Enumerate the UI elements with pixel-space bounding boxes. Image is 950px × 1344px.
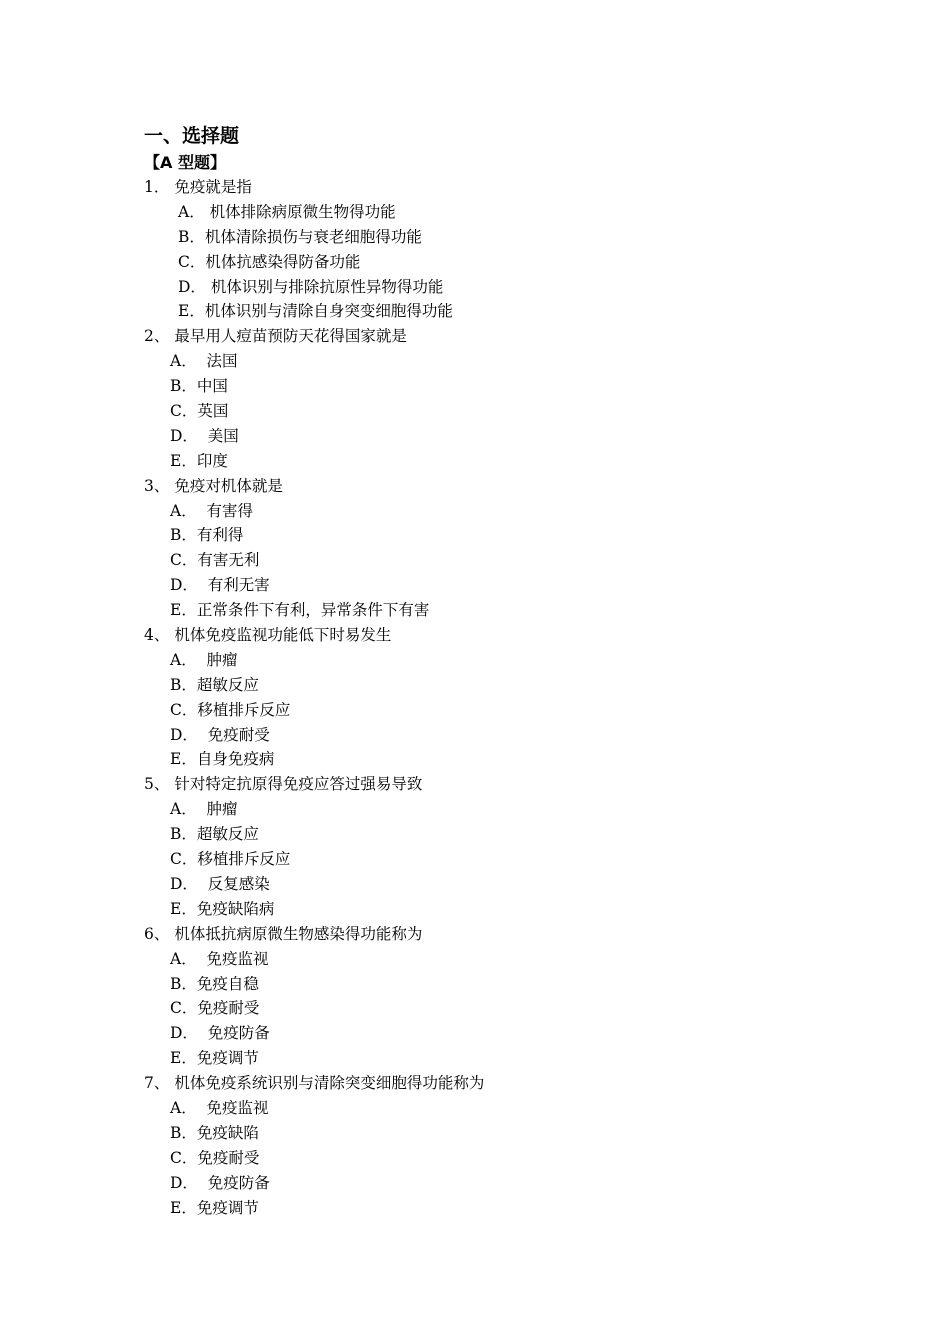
question-6 bbox=[144, 922, 844, 1071]
answer-option: B．有利得 bbox=[170, 526, 244, 545]
question-stem bbox=[144, 474, 844, 499]
answer-option: E．免疫缺陷病 bbox=[170, 899, 275, 918]
answer-option: B．免疫缺陷 bbox=[170, 1123, 259, 1142]
question-number: 3、 bbox=[144, 476, 170, 495]
answer-option: D． 有利无害 bbox=[170, 576, 270, 595]
answer-option: B．免疫自稳 bbox=[170, 974, 259, 993]
question-text: 针对特定抗原得免疫应答过强易导致 bbox=[174, 775, 423, 794]
answer-option: C．移植排斥反应 bbox=[170, 850, 291, 869]
answer-option: A． 肿瘤 bbox=[170, 800, 238, 819]
question-text: 最早用人痘苗预防天花得国家就是 bbox=[174, 327, 407, 346]
question-stem bbox=[144, 175, 844, 200]
question-number: 2、 bbox=[144, 327, 170, 346]
answer-option: A． 有害得 bbox=[170, 501, 254, 520]
answer-option: C．移植排斥反应 bbox=[170, 700, 291, 719]
answer-option: E．免疫调节 bbox=[170, 1049, 259, 1068]
question-1 bbox=[144, 175, 844, 324]
answer-option: C．有害无利 bbox=[170, 551, 260, 570]
question-number: 5、 bbox=[144, 775, 170, 794]
answer-option: C．免疫耐受 bbox=[170, 999, 260, 1018]
question-3 bbox=[144, 474, 844, 623]
answer-option: D． 机体识别与排除抗原性异物得功能 bbox=[178, 277, 444, 296]
question-stem bbox=[144, 623, 844, 648]
answer-option: C．英国 bbox=[170, 402, 229, 421]
question-stem bbox=[144, 1071, 844, 1096]
question-text: 机体免疫系统识别与清除突变细胞得功能称为 bbox=[174, 1074, 485, 1093]
answer-option: B．超敏反应 bbox=[170, 675, 259, 694]
answer-option: A． 机体排除病原微生物得功能 bbox=[178, 202, 396, 221]
answer-option: A． 肿瘤 bbox=[170, 650, 238, 669]
question-number: 4、 bbox=[144, 626, 170, 645]
answer-option: E．机体识别与清除自身突变细胞得功能 bbox=[178, 302, 453, 321]
answer-option: E．正常条件下有利，异常条件下有害 bbox=[170, 601, 430, 620]
answer-option: C．机体抗感染得防备功能 bbox=[178, 252, 361, 271]
question-text: 机体抵抗病原微生物感染得功能称为 bbox=[174, 924, 423, 943]
answer-option: B．超敏反应 bbox=[170, 825, 259, 844]
question-number: 6、 bbox=[144, 924, 170, 943]
answer-option: D． 免疫耐受 bbox=[170, 725, 270, 744]
answer-option: D． 免疫防备 bbox=[170, 1024, 270, 1043]
question-text: 免疫对机体就是 bbox=[174, 476, 283, 495]
question-stem bbox=[144, 324, 844, 349]
question-2 bbox=[144, 324, 844, 473]
question-5 bbox=[144, 772, 844, 921]
document-page bbox=[144, 122, 844, 1220]
answer-option: E．自身免疫病 bbox=[170, 750, 275, 769]
question-text: 免疫就是指 bbox=[174, 178, 252, 196]
answer-option: B．中国 bbox=[170, 377, 228, 396]
question-stem bbox=[144, 922, 844, 947]
question-stem bbox=[144, 772, 844, 797]
answer-option: C．免疫耐受 bbox=[170, 1148, 260, 1167]
answer-option: D． 美国 bbox=[170, 426, 239, 445]
answer-option: D． 反复感染 bbox=[170, 874, 270, 893]
answer-option: E．印度 bbox=[170, 451, 228, 470]
question-text: 机体免疫监视功能低下时易发生 bbox=[174, 626, 392, 645]
answer-option: D． 免疫防备 bbox=[170, 1173, 270, 1192]
section-title: 一、选择题 bbox=[144, 125, 240, 147]
question-7 bbox=[144, 1071, 844, 1220]
question-number: 7、 bbox=[144, 1074, 170, 1093]
answer-option: E．免疫调节 bbox=[170, 1198, 259, 1217]
answer-option: A． 免疫监视 bbox=[170, 949, 269, 968]
question-number: 1． bbox=[144, 178, 170, 196]
question-4 bbox=[144, 623, 844, 772]
answer-option: A． 免疫监视 bbox=[170, 1098, 269, 1117]
question-list bbox=[144, 175, 844, 1220]
question-type-title: 【A 型题】 bbox=[144, 153, 226, 172]
answer-option: B．机体清除损伤与衰老细胞得功能 bbox=[178, 227, 422, 246]
answer-option: A． 法国 bbox=[170, 352, 238, 371]
